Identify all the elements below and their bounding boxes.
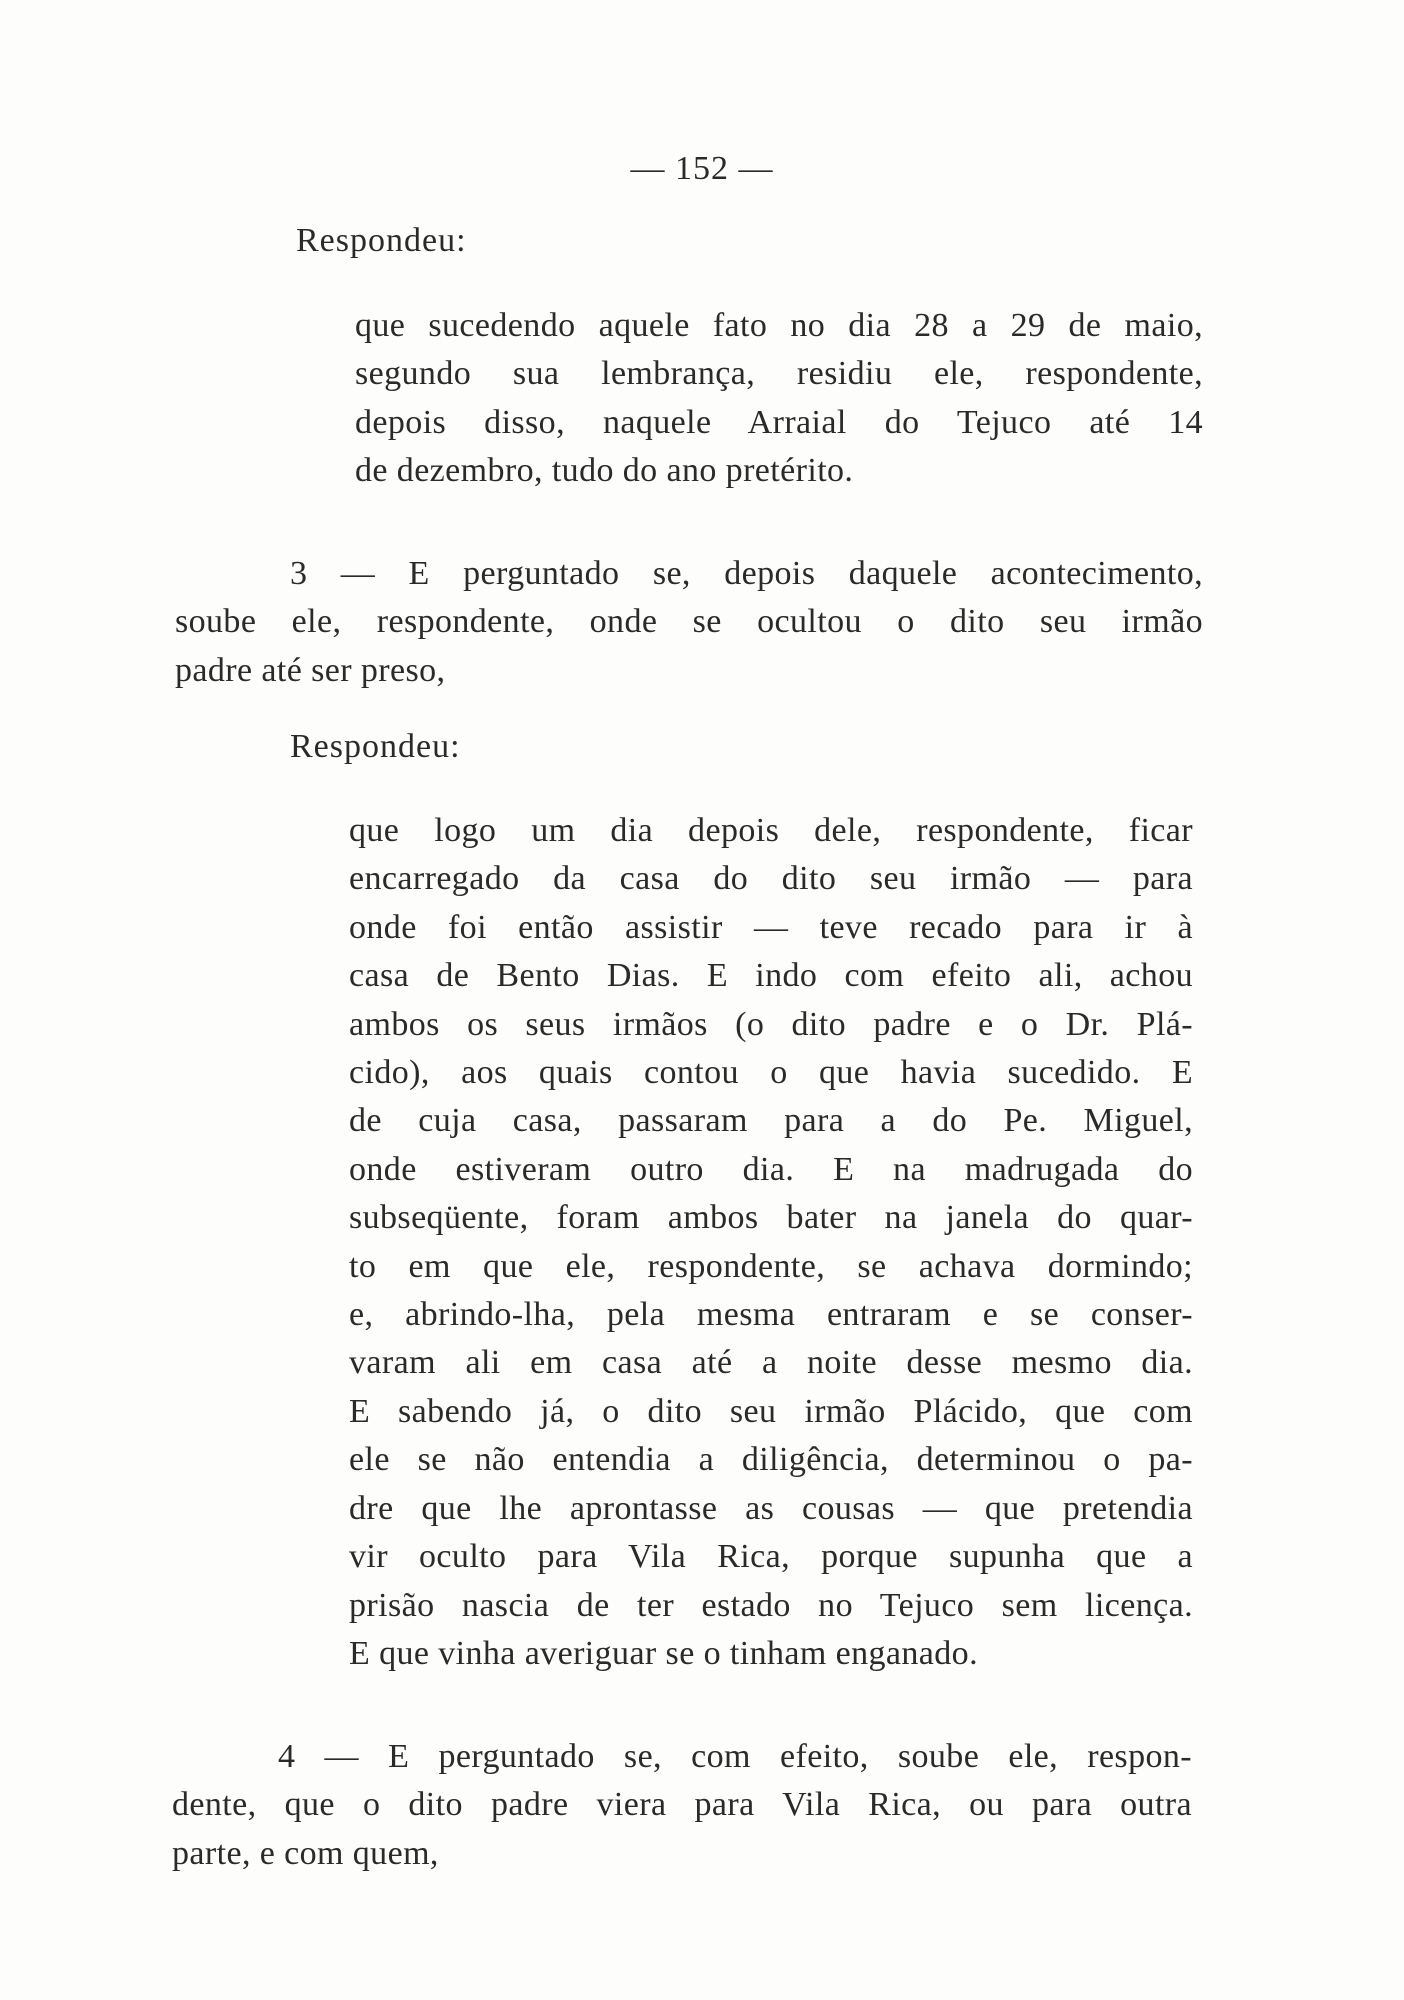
text-line: onde estiveram outro dia. E na madrugada do xyxy=(349,1150,1193,1188)
text-line: e, abrindo-lha, pela mesma entraram e se conser- xyxy=(349,1296,1193,1334)
answer-label: Respondeu: xyxy=(290,728,461,765)
text-line: que logo um dia depois dele, respondente, ficar xyxy=(349,812,1193,849)
question-paragraph xyxy=(175,550,1203,695)
text-line: que sucedendo aquele fato no dia 28 a 29 de maio, xyxy=(355,307,1203,344)
text-line: parte, e com quem, xyxy=(172,1834,439,1872)
text-line: subseqüente, foram ambos bater na janela do quar- xyxy=(349,1199,1193,1237)
text-line: E sabendo já, o dito seu irmão Plácido, que com xyxy=(349,1392,1193,1430)
text-line: de dezembro, tudo do ano pretérito. xyxy=(355,452,854,490)
text-line: 3 — E perguntado se, depois daquele acontecimento, xyxy=(290,555,1203,592)
text-line: dente, que o dito padre viera para Vila Rica, ou para outra xyxy=(172,1786,1192,1824)
text-line: segundo sua lembrança, residiu ele, respondente, xyxy=(355,355,1203,393)
text-line: E que vinha averiguar se o tinham enganado. xyxy=(349,1634,978,1672)
text-line: encarregado da casa do dito seu irmão — para xyxy=(349,860,1193,898)
text-line: padre até ser preso, xyxy=(175,651,446,689)
text-line: 4 — E perguntado se, com efeito, soube ele, respon- xyxy=(278,1738,1192,1775)
answer-paragraph xyxy=(355,302,1203,496)
text-line: onde foi então assistir — teve recado para ir à xyxy=(349,908,1193,946)
page-number: — 152 — xyxy=(630,150,774,187)
text-line: depois disso, naquele Arraial do Tejuco até 14 xyxy=(355,403,1203,441)
text-line: ambos os seus irmãos (o dito padre e o Dr. Plá- xyxy=(349,1005,1193,1043)
text-line: ele se não entendia a diligência, determinou o pa- xyxy=(349,1441,1193,1479)
text-line: vir oculto para Vila Rica, porque supunha que a xyxy=(349,1538,1193,1576)
answer-paragraph xyxy=(349,807,1193,1678)
text-line: de cuja casa, passaram para a do Pe. Miguel, xyxy=(349,1102,1193,1140)
text-line: soube ele, respondente, onde se ocultou o dito seu irmão xyxy=(175,603,1203,641)
text-line: prisão nascia de ter estado no Tejuco sem licença. xyxy=(349,1586,1193,1624)
text-line: cido), aos quais contou o que havia sucedido. E xyxy=(349,1054,1193,1092)
answer-label: Respondeu: xyxy=(296,222,467,259)
question-paragraph xyxy=(172,1733,1192,1878)
text-line: dre que lhe aprontasse as cousas — que pretendia xyxy=(349,1489,1193,1527)
text-line: varam ali em casa até a noite desse mesmo dia. xyxy=(349,1344,1193,1382)
text-line: casa de Bento Dias. E indo com efeito ali, achou xyxy=(349,957,1193,995)
text-line: to em que ele, respondente, se achava dormindo; xyxy=(349,1247,1193,1285)
